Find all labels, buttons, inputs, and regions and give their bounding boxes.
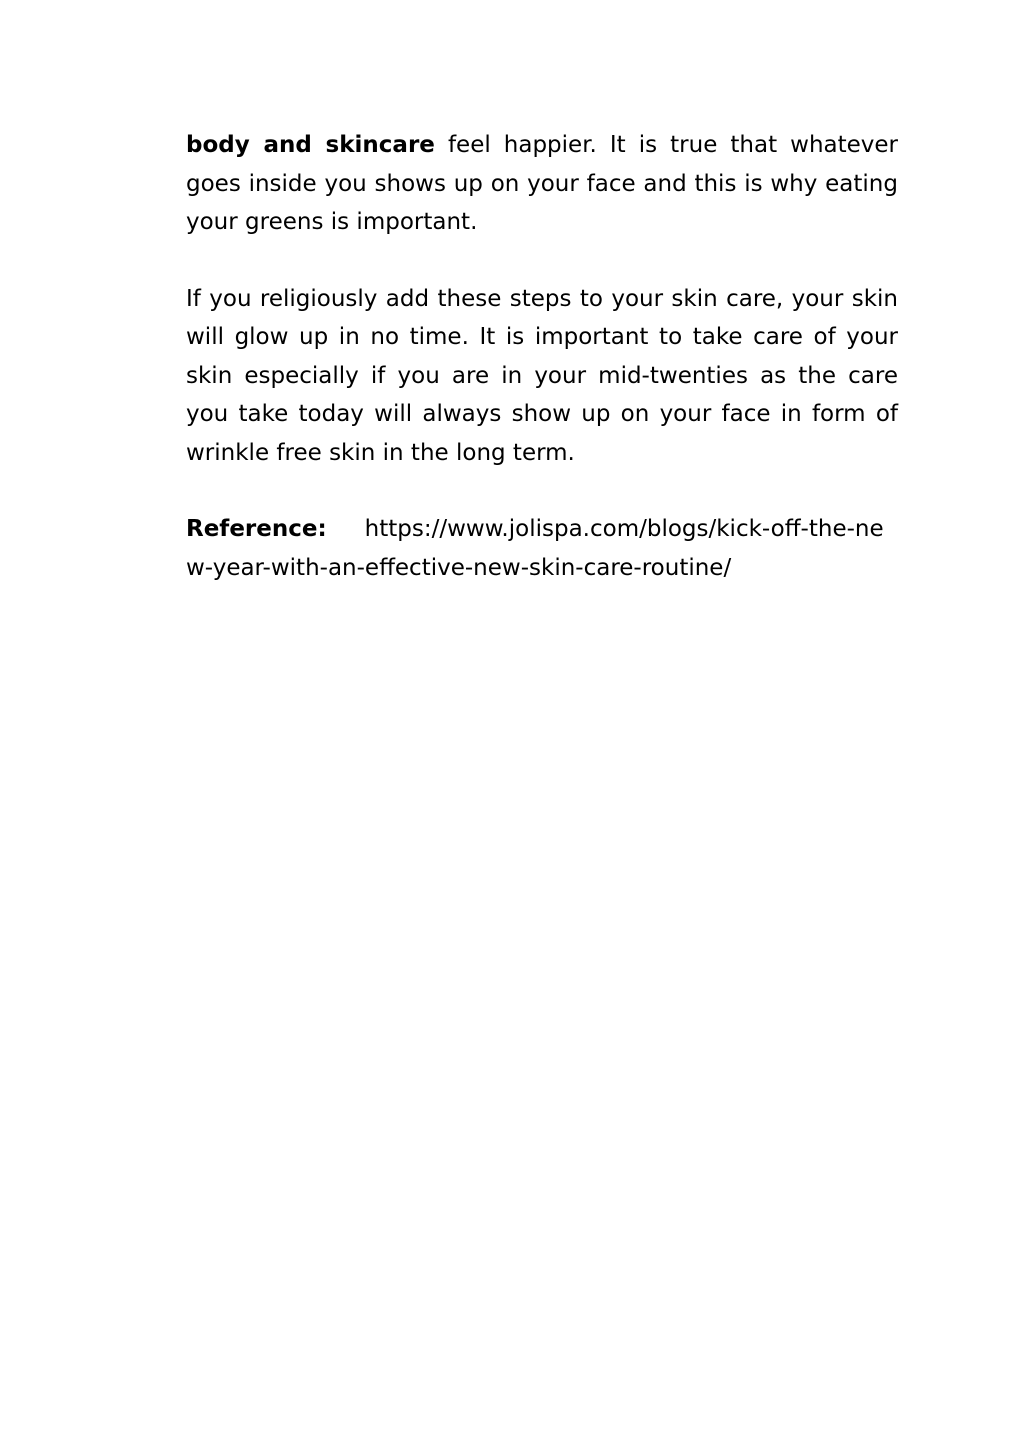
paragraph-greens <box>186 126 898 242</box>
bold-lead-text: body and skincare <box>186 132 435 158</box>
paragraph-text: feel happier. It is true that whatever goes inside you shows up on your face and this is why eating your greens is important. <box>186 132 899 235</box>
paragraph-skin-care <box>186 280 898 473</box>
reference-label: Reference: <box>186 516 327 542</box>
reference-url: https://www.jolispa.com/blogs/kick-off-the-new-year-with-an-effective-new-skin-care-routine/ <box>186 516 884 581</box>
document-body <box>186 126 898 587</box>
reference-line <box>186 510 898 587</box>
paragraph-text: If you religiously add these steps to your skin care, your skin will glow up in no time. It is important to take care of your skin especially if you are in your mid-twenties as the care you take today will always show up on your face in form of wrinkle free skin in the long term. <box>186 285 898 466</box>
